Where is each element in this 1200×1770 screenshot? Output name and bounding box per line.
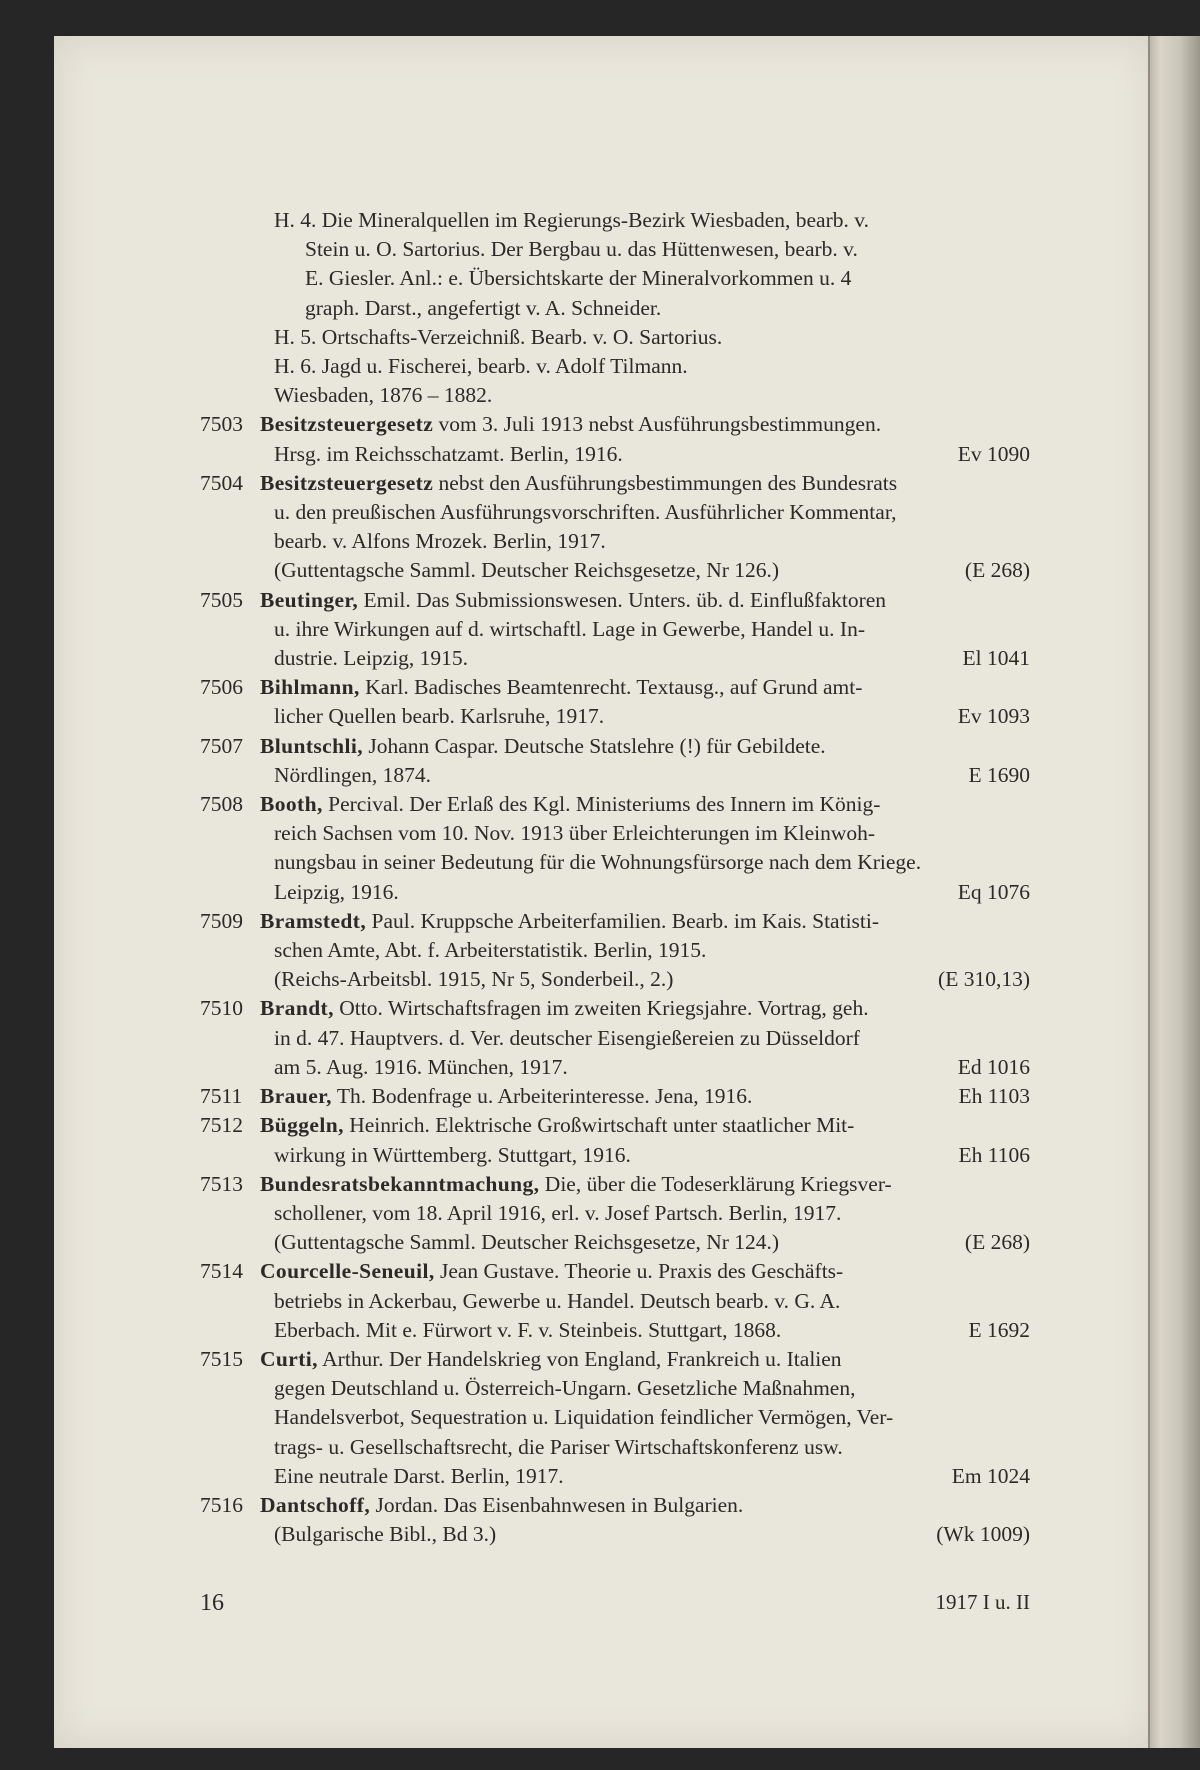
entry-text: Jean Gustave. Theorie u. Praxis des Geschäfts-	[434, 1259, 844, 1284]
catalog-entry	[200, 907, 1030, 995]
entry-heading: Bundesratsbekanntmachung,	[260, 1171, 540, 1196]
entry-heading: Brauer,	[260, 1084, 332, 1109]
shelf-signature: Eq 1076	[957, 879, 1030, 904]
entry-heading: Brandt,	[260, 996, 334, 1021]
entry-text: Jordan. Das Eisenbahnwesen in Bulgarien.	[370, 1492, 744, 1517]
entries-list	[200, 410, 1030, 1549]
entry-line	[200, 1462, 1030, 1491]
entry-number: 7507	[200, 733, 243, 758]
entry-text: Paul. Kruppsche Arbeiterfamilien. Bearb. im Kais. Statisti-	[366, 908, 880, 933]
entry-line-text: Leipzig, 1916.	[274, 879, 399, 904]
entry-first-line	[200, 994, 1030, 1023]
entry-first-line	[200, 1491, 1030, 1520]
entry-heading: Curti,	[260, 1346, 318, 1371]
catalog-entry	[200, 1170, 1030, 1258]
entry-number: 7506	[200, 675, 243, 700]
entry-line-text: nungsbau in seiner Bedeutung für die Wohnungsfürsorge nach dem Kriege.	[274, 850, 922, 875]
intro-block	[200, 206, 1030, 410]
entry-line-text: Eine neutrale Darst. Berlin, 1917.	[274, 1463, 564, 1488]
entry-line	[200, 761, 1030, 790]
entry-line-text: Handelsverbot, Sequestration u. Liquidation feindlicher Vermögen, Ver-	[274, 1405, 894, 1430]
entry-line-text: betriebs in Ackerbau, Gewerbe u. Handel. Deutsch bearb. v. G. A.	[274, 1288, 841, 1313]
shelf-signature: Eh 1103	[958, 1084, 1030, 1109]
entry-line	[200, 440, 1030, 469]
shelf-signature: Em 1024	[951, 1463, 1030, 1488]
entry-number: 7514	[200, 1259, 243, 1284]
entry-line-text: u. den preußischen Ausführungsvorschriften. Ausführlicher Kommentar,	[274, 500, 897, 525]
intro-line: graph. Darst., angefertigt v. A. Schneider.	[305, 295, 662, 320]
entry-line	[200, 556, 1030, 585]
entry-heading: Bluntschli,	[260, 733, 363, 758]
catalog-entry	[200, 1082, 1030, 1111]
entry-line-text: Eberbach. Mit e. Fürwort v. F. v. Steinbeis. Stuttgart, 1868.	[274, 1317, 782, 1342]
catalog-entry	[200, 790, 1030, 907]
entry-text: nebst den Ausführungsbestimmungen des Bundesrats	[433, 470, 898, 495]
entry-number: 7513	[200, 1171, 243, 1196]
entry-line	[200, 644, 1030, 673]
shelf-signature: (Wk 1009)	[936, 1522, 1030, 1547]
entry-line	[200, 1374, 1030, 1403]
intro-line: Stein u. O. Sartorius. Der Bergbau u. das Hüttenwesen, bearb. v.	[305, 237, 858, 262]
entry-number: 7505	[200, 587, 243, 612]
shelf-signature: El 1041	[962, 646, 1030, 671]
entry-line	[200, 1316, 1030, 1345]
intro-line: Wiesbaden, 1876 – 1882.	[274, 383, 493, 408]
entry-text: Emil. Das Submissionswesen. Unters. üb. d. Einflußfaktoren	[358, 587, 887, 612]
entry-first-line	[200, 1170, 1030, 1199]
entry-heading: Besitzsteuergesetz	[260, 470, 434, 495]
entry-line-text: Nördlingen, 1874.	[274, 762, 432, 787]
entry-line	[200, 1199, 1030, 1228]
entry-first-line	[200, 586, 1030, 615]
entry-text: Otto. Wirtschaftsfragen im zweiten Kriegsjahre. Vortrag, geh.	[333, 996, 869, 1021]
entry-line	[200, 1433, 1030, 1462]
entry-line-text: Hrsg. im Reichsschatzamt. Berlin, 1916.	[274, 441, 623, 466]
catalog-entry	[200, 1257, 1030, 1345]
entry-line-text: trags- u. Gesellschaftsrecht, die Pariser Wirtschaftskonferenz usw.	[274, 1434, 843, 1459]
entry-line-text: (Reichs-Arbeitsbl. 1915, Nr 5, Sonderbeil., 2.)	[274, 967, 674, 992]
entry-text: Heinrich. Elektrische Großwirtschaft unter staatlicher Mit-	[343, 1113, 855, 1138]
entry-first-line	[200, 1082, 1030, 1111]
shelf-signature: Ed 1016	[957, 1054, 1030, 1079]
entry-first-line	[200, 1257, 1030, 1286]
intro-line: H. 4. Die Mineralquellen im Regierungs-Bezirk Wiesbaden, bearb. v.	[274, 208, 869, 232]
entry-line	[200, 498, 1030, 527]
entry-line-text: (Guttentagsche Samml. Deutscher Reichsgesetze, Nr 124.)	[274, 1230, 780, 1255]
entry-line-text: (Guttentagsche Samml. Deutscher Reichsgesetze, Nr 126.)	[274, 558, 780, 583]
entry-line	[200, 936, 1030, 965]
intro-line: E. Giesler. Anl.: e. Übersichtskarte der Mineralvorkommen u. 4	[305, 266, 852, 291]
intro-line: H. 5. Ortschafts-Verzeichniß. Bearb. v. O. Sartorius.	[274, 324, 723, 349]
catalog-content	[200, 206, 1030, 1549]
catalog-entry	[200, 994, 1030, 1082]
entry-line	[200, 1403, 1030, 1432]
entry-text: Th. Bodenfrage u. Arbeiterinteresse. Jena, 1916.	[331, 1084, 753, 1109]
volume-label: 1917 I u. II	[935, 1590, 1030, 1614]
entry-line-text: u. ihre Wirkungen auf d. wirtschaftl. Lage in Gewerbe, Handel u. In-	[274, 616, 865, 641]
entry-first-line	[200, 410, 1030, 439]
catalog-entry	[200, 673, 1030, 731]
entry-heading: Bramstedt,	[260, 908, 367, 933]
entry-first-line	[200, 732, 1030, 761]
entry-line	[200, 965, 1030, 994]
entry-line	[200, 1520, 1030, 1549]
entry-line	[200, 527, 1030, 556]
entry-number: 7512	[200, 1113, 243, 1138]
shelf-signature: (E 310,13)	[938, 967, 1030, 992]
entry-heading: Beutinger,	[260, 587, 359, 612]
entry-line-text: in d. 47. Hauptvers. d. Ver. deutscher Eisengießereien zu Düsseldorf	[274, 1025, 860, 1050]
entry-text: Die, über die Todeserklärung Kriegsver-	[539, 1171, 892, 1196]
entry-number: 7511	[200, 1084, 243, 1109]
entry-line-text: licher Quellen bearb. Karlsruhe, 1917.	[274, 704, 605, 729]
entry-heading: Büggeln,	[260, 1113, 344, 1138]
entry-first-line	[200, 469, 1030, 498]
entry-number: 7515	[200, 1346, 243, 1371]
entry-text: Arthur. Der Handelskrieg von England, Frankreich u. Italien	[317, 1346, 842, 1371]
entry-line-text: bearb. v. Alfons Mrozek. Berlin, 1917.	[274, 529, 606, 554]
entry-number: 7516	[200, 1492, 243, 1517]
entry-line-text: (Bulgarische Bibl., Bd 3.)	[274, 1522, 497, 1547]
entry-line-text: schollener, vom 18. April 1916, erl. v. Josef Partsch. Berlin, 1917.	[274, 1200, 842, 1225]
catalog-entry	[200, 732, 1030, 790]
entry-first-line	[200, 790, 1030, 819]
entry-first-line	[200, 907, 1030, 936]
entry-text: Karl. Badisches Beamtenrecht. Textausg., auf Grund amt-	[359, 675, 863, 700]
entry-number: 7503	[200, 412, 243, 437]
entry-line-text: am 5. Aug. 1916. München, 1917.	[274, 1054, 568, 1079]
entry-line-text: schen Amte, Abt. f. Arbeiterstatistik. Berlin, 1915.	[274, 938, 707, 963]
entry-line	[200, 1228, 1030, 1257]
entry-line-text: wirkung in Württemberg. Stuttgart, 1916.	[274, 1142, 631, 1167]
entry-number: 7508	[200, 792, 243, 817]
catalog-entry	[200, 410, 1030, 468]
entry-line	[200, 878, 1030, 907]
entry-heading: Booth,	[260, 792, 323, 817]
shelf-signature: Ev 1090	[957, 441, 1030, 466]
entry-heading: Besitzsteuergesetz	[260, 412, 434, 437]
entry-first-line	[200, 1111, 1030, 1140]
next-page-edge	[1150, 36, 1200, 1748]
intro-line: H. 6. Jagd u. Fischerei, bearb. v. Adolf Tilmann.	[274, 354, 688, 379]
entry-line	[200, 702, 1030, 731]
entry-line	[200, 1024, 1030, 1053]
entry-text: Johann Caspar. Deutsche Statslehre (!) für Gebildete.	[362, 733, 826, 758]
entry-line-text: gegen Deutschland u. Österreich-Ungarn. Gesetzliche Maßnahmen,	[274, 1376, 856, 1401]
entry-line-text: dustrie. Leipzig, 1915.	[274, 646, 469, 671]
catalog-entry	[200, 1491, 1030, 1549]
entry-line	[200, 1053, 1030, 1082]
entry-line	[200, 848, 1030, 877]
entry-text: vom 3. Juli 1913 nebst Ausführungsbestimmungen.	[433, 412, 882, 437]
catalog-entry	[200, 586, 1030, 674]
entry-line	[200, 1141, 1030, 1170]
catalog-entry	[200, 469, 1030, 586]
shelf-signature: (E 268)	[964, 1230, 1030, 1255]
entry-number: 7504	[200, 470, 243, 495]
entry-first-line	[200, 1345, 1030, 1374]
entry-line	[200, 615, 1030, 644]
entry-number: 7510	[200, 996, 243, 1021]
shelf-signature: E 1690	[968, 762, 1030, 787]
catalog-entry	[200, 1345, 1030, 1491]
entry-line	[200, 819, 1030, 848]
entry-heading: Bihlmann,	[260, 675, 360, 700]
entry-heading: Courcelle-Seneuil,	[260, 1259, 435, 1284]
entry-first-line	[200, 673, 1030, 702]
entry-line-text: reich Sachsen vom 10. Nov. 1913 über Erleichterungen im Kleinwoh-	[274, 821, 876, 846]
entry-number: 7509	[200, 908, 243, 933]
shelf-signature: (E 268)	[964, 558, 1030, 583]
catalog-entry	[200, 1111, 1030, 1169]
entry-line	[200, 1287, 1030, 1316]
page-number: 16	[200, 1590, 224, 1616]
shelf-signature: Ev 1093	[957, 704, 1030, 729]
shelf-signature: E 1692	[968, 1317, 1030, 1342]
shelf-signature: Eh 1106	[958, 1142, 1030, 1167]
entry-heading: Dantschoff,	[260, 1492, 371, 1517]
entry-text: Percival. Der Erlaß des Kgl. Ministeriums des Innern im König-	[322, 792, 881, 817]
